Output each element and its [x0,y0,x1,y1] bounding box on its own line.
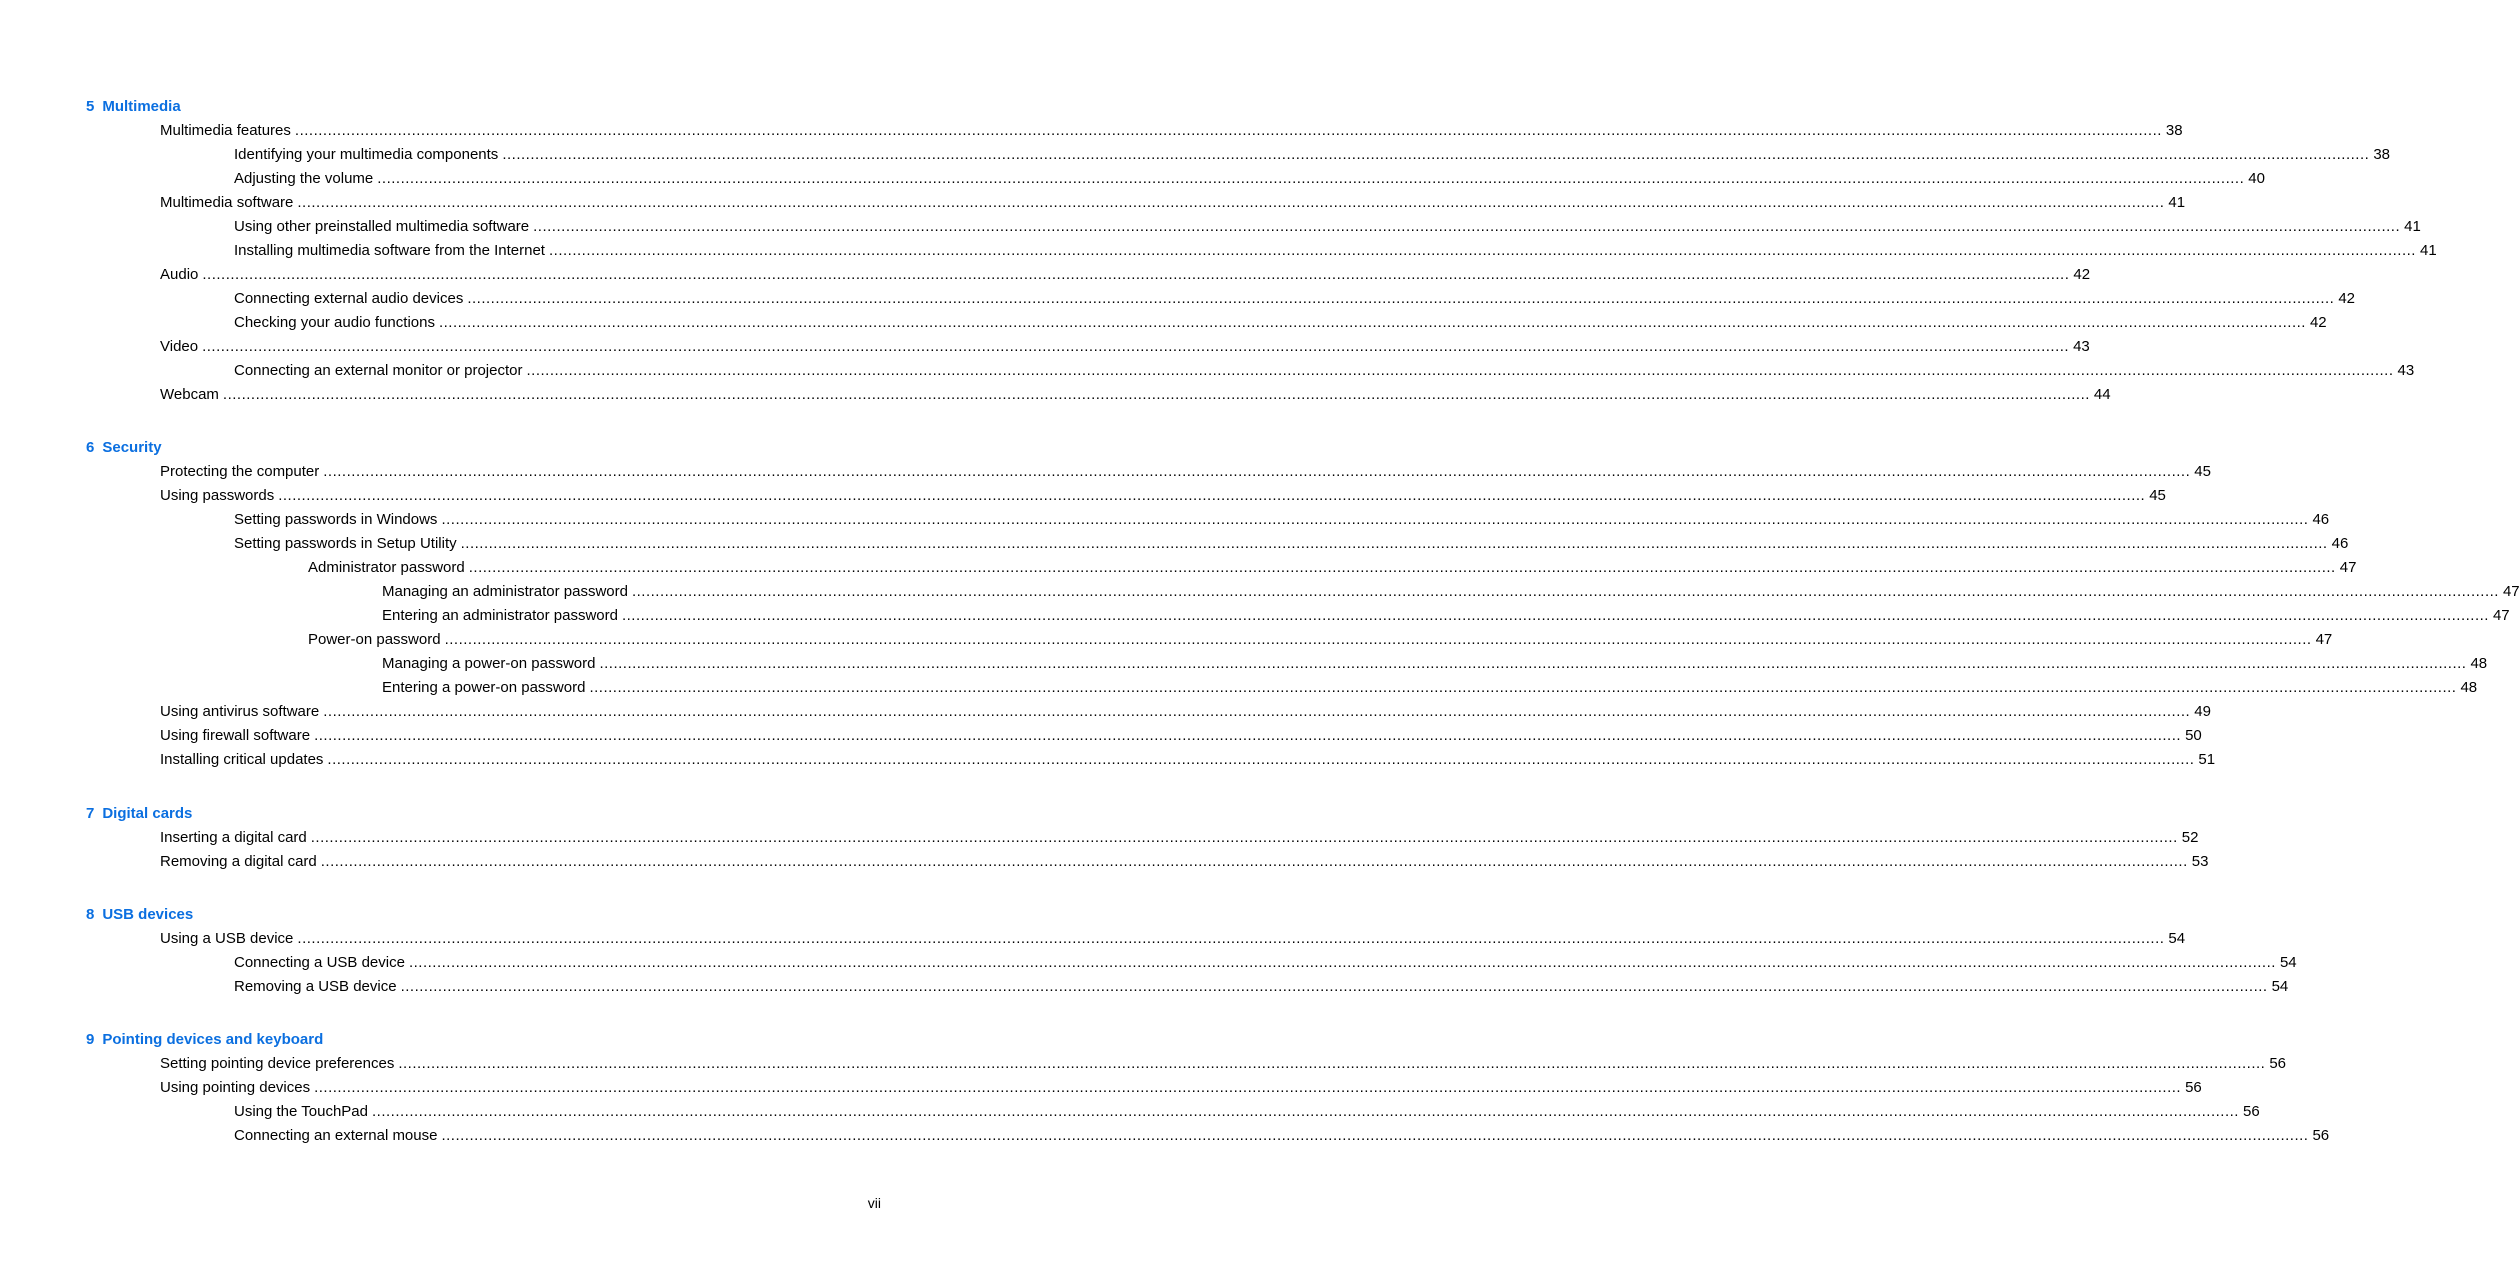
dot-leader: ................................................................................................................................................................................................................................................................................................................................................................................................................ [297,194,2165,211]
toc-entry-page: 43 [2073,338,2090,355]
dot-leader: ................................................................................................................................................................................................................................................................................................................................................................................................................ [294,122,2162,139]
toc-entry-page: 52 [2181,829,2199,846]
toc-entry-label: Connecting an external monitor or projector [234,362,523,379]
toc-entry-label: Checking your audio functions [234,314,435,331]
toc-entry-label: Using antivirus software [160,703,320,720]
toc-entry[interactable] [160,463,2211,481]
toc-entry-label: Administrator password [308,559,465,576]
chapter-heading[interactable] [86,805,192,823]
toc-entry[interactable] [160,194,2186,212]
toc-entry[interactable] [160,829,2199,847]
toc-entry-label: Power-on password [308,631,441,648]
toc-entry[interactable] [160,853,2209,871]
toc-entry-page: 43 [2397,362,2415,379]
chapter-number: 5 [86,98,95,115]
toc-entry-label: Using other preinstalled multimedia software [234,218,530,235]
toc-entry-label: Setting passwords in Setup Utility [234,535,457,552]
toc-entry-page: 47 [2502,583,2520,600]
dot-leader: ................................................................................................................................................................................................................................................................................................................................................................................................................ [408,954,2276,971]
toc-entry-label: Entering a power-on password [382,679,586,696]
dot-leader: ................................................................................................................................................................................................................................................................................................................................................................................................................ [314,1079,2182,1096]
toc-entry-page: 47 [2339,559,2357,576]
chapter-title: Multimedia [102,98,181,115]
chapter-title: Digital cards [102,805,193,822]
toc-entry-label: Removing a USB device [234,978,397,995]
toc-entry[interactable] [234,511,2330,529]
chapter-heading[interactable] [86,439,162,457]
toc-entry-label: Connecting external audio devices [234,290,464,307]
toc-entry-page: 49 [2194,703,2211,720]
chapter-number: 6 [86,439,95,456]
toc-entry-label: Installing critical updates [160,751,324,768]
dot-leader: ................................................................................................................................................................................................................................................................................................................................................................................................................ [400,978,2268,995]
dot-leader: ................................................................................................................................................................................................................................................................................................................................................................................................................ [599,655,2467,672]
toc-entry-label: Webcam [160,386,219,403]
toc-entry[interactable] [234,535,2349,553]
toc-entry-page: 42 [2073,266,2091,283]
chapter-number: 7 [86,805,95,822]
dot-leader: ................................................................................................................................................................................................................................................................................................................................................................................................................ [533,218,2401,235]
dot-leader: ................................................................................................................................................................................................................................................................................................................................................................................................................ [548,242,2416,259]
toc-entry-page: 41 [2404,218,2421,235]
toc-entry[interactable] [234,218,2421,236]
toc-entry[interactable] [234,242,2437,260]
toc-entry-page: 40 [2248,170,2265,187]
toc-entry-label: Audio [160,266,199,283]
toc-entry[interactable] [160,930,2186,948]
toc-entry[interactable] [160,727,2202,745]
dot-leader: ................................................................................................................................................................................................................................................................................................................................................................................................................ [444,631,2312,648]
toc-entry-page: 53 [2191,853,2209,870]
toc-entry-page: 50 [2185,727,2202,744]
toc-entry-label: Managing an administrator password [382,583,628,600]
toc-entry-page: 56 [2269,1055,2287,1072]
toc-entry-label: Managing a power-on password [382,655,596,672]
toc-entry-label: Using the TouchPad [234,1103,368,1120]
toc-entry[interactable] [160,1055,2287,1073]
toc-entry[interactable] [234,1103,2260,1121]
dot-leader: ................................................................................................................................................................................................................................................................................................................................................................................................................ [371,1103,2239,1120]
dot-leader: ................................................................................................................................................................................................................................................................................................................................................................................................................ [323,463,2191,480]
dot-leader: ................................................................................................................................................................................................................................................................................................................................................................................................................ [297,930,2165,947]
dot-leader: ................................................................................................................................................................................................................................................................................................................................................................................................................ [377,170,2245,187]
toc-entry[interactable] [234,978,2289,996]
toc-entry-page: 56 [2312,1127,2330,1144]
toc-entry-page: 45 [2194,463,2211,480]
toc-entry-page: 45 [2149,487,2166,504]
chapter-title: Pointing devices and keyboard [102,1031,324,1048]
toc-entry[interactable] [234,1127,2330,1145]
toc-entry-page: 54 [2168,930,2186,947]
toc-entry[interactable] [382,583,2520,601]
dot-leader: ................................................................................................................................................................................................................................................................................................................................................................................................................ [621,607,2489,624]
toc-entry-page: 42 [2338,290,2356,307]
dot-leader: ................................................................................................................................................................................................................................................................................................................................................................................................................ [438,314,2306,331]
toc-entry[interactable] [234,146,2390,164]
toc-entry-label: Connecting a USB device [234,954,405,971]
toc-entry-page: 54 [2279,954,2297,971]
dot-leader: ................................................................................................................................................................................................................................................................................................................................................................................................................ [314,727,2182,744]
toc-entry-page: 47 [2492,607,2510,624]
dot-leader: ................................................................................................................................................................................................................................................................................................................................................................................................................ [467,290,2335,307]
toc-entry[interactable] [234,314,2327,332]
dot-leader: ................................................................................................................................................................................................................................................................................................................................................................................................................ [468,559,2336,576]
toc-entry-label: Inserting a digital card [160,829,307,846]
page-number: vii [867,1195,881,1211]
toc-entry-page: 54 [2271,978,2289,995]
dot-leader: ................................................................................................................................................................................................................................................................................................................................................................................................................ [327,751,2195,768]
dot-leader: ................................................................................................................................................................................................................................................................................................................................................................................................................ [526,362,2394,379]
toc-entry-page: 38 [2373,146,2390,163]
toc-entry[interactable] [382,679,2478,697]
toc-entry-page: 56 [2185,1079,2202,1096]
toc-entry[interactable] [234,290,2356,308]
toc-entry[interactable] [234,170,2265,188]
toc-entry-label: Installing multimedia software from the Internet [234,242,545,259]
dot-leader: ................................................................................................................................................................................................................................................................................................................................................................................................................ [320,853,2188,870]
toc-entry-label: Removing a digital card [160,853,317,870]
toc-entry[interactable] [160,386,2111,404]
toc-entry-label: Setting passwords in Windows [234,511,438,528]
toc-entry[interactable] [160,487,2166,505]
toc-entry-label: Protecting the computer [160,463,320,480]
toc-entry[interactable] [308,559,2357,577]
toc-entry-page: 51 [2198,751,2216,768]
dot-leader: ................................................................................................................................................................................................................................................................................................................................................................................................................ [398,1055,2266,1072]
toc-entry[interactable] [160,122,2183,140]
toc-entry-label: Using firewall software [160,727,311,744]
toc-entry[interactable] [382,655,2488,673]
chapter-heading[interactable] [86,98,181,116]
chapter-heading[interactable] [86,1031,323,1049]
dot-leader: ................................................................................................................................................................................................................................................................................................................................................................................................................ [202,266,2070,283]
toc-entry[interactable] [308,631,2333,649]
toc-entry[interactable] [160,1079,2202,1097]
toc-entry-page: 42 [2309,314,2327,331]
toc-entry-page: 48 [2460,679,2478,696]
toc-entry[interactable] [234,362,2415,380]
dot-leader: ................................................................................................................................................................................................................................................................................................................................................................................................................ [441,511,2309,528]
dot-leader: ................................................................................................................................................................................................................................................................................................................................................................................................................ [222,386,2090,403]
chapter-number: 8 [86,906,95,923]
chapter-heading[interactable] [86,906,193,924]
dot-leader: ................................................................................................................................................................................................................................................................................................................................................................................................................ [278,487,2146,504]
toc-entry[interactable] [160,266,2091,284]
toc-entry-label: Entering an administrator password [382,607,618,624]
dot-leader: ................................................................................................................................................................................................................................................................................................................................................................................................................ [323,703,2191,720]
dot-leader: ................................................................................................................................................................................................................................................................................................................................................................................................................ [589,679,2457,696]
toc-entry[interactable] [382,607,2510,625]
toc-entry[interactable] [160,703,2211,721]
toc-entry-page: 41 [2419,242,2437,259]
toc-entry[interactable] [160,751,2216,769]
dot-leader: ................................................................................................................................................................................................................................................................................................................................................................................................................ [502,146,2370,163]
toc-entry-page: 46 [2312,511,2330,528]
toc-entry-label: Video [160,338,199,355]
toc-entry-page: 38 [2165,122,2183,139]
dot-leader: ................................................................................................................................................................................................................................................................................................................................................................................................................ [202,338,2070,355]
toc-entry-page: 46 [2331,535,2349,552]
toc-entry-label: Multimedia features [160,122,291,139]
toc-entry-label: Multimedia software [160,194,294,211]
toc-entry-label: Connecting an external mouse [234,1127,438,1144]
dot-leader: ................................................................................................................................................................................................................................................................................................................................................................................................................ [310,829,2178,846]
chapter-title: USB devices [102,906,194,923]
toc-entry-label: Using passwords [160,487,275,504]
dot-leader: ................................................................................................................................................................................................................................................................................................................................................................................................................ [441,1127,2309,1144]
toc-entry[interactable] [160,338,2090,356]
toc-entry-page: 56 [2242,1103,2260,1120]
chapter-number: 9 [86,1031,95,1048]
chapter-title: Security [102,439,162,456]
toc-entry-label: Using pointing devices [160,1079,311,1096]
toc-entry-label: Setting pointing device preferences [160,1055,395,1072]
dot-leader: ................................................................................................................................................................................................................................................................................................................................................................................................................ [460,535,2328,552]
toc-entry-page: 41 [2168,194,2186,211]
toc-entry-page: 48 [2470,655,2488,672]
toc-entry-page: 47 [2315,631,2333,648]
toc-entry-label: Using a USB device [160,930,294,947]
dot-leader: ................................................................................................................................................................................................................................................................................................................................................................................................................ [631,583,2499,600]
toc-entry-page: 44 [2093,386,2111,403]
toc-entry[interactable] [234,954,2297,972]
toc-entry-label: Identifying your multimedia components [234,146,499,163]
toc-entry-label: Adjusting the volume [234,170,374,187]
